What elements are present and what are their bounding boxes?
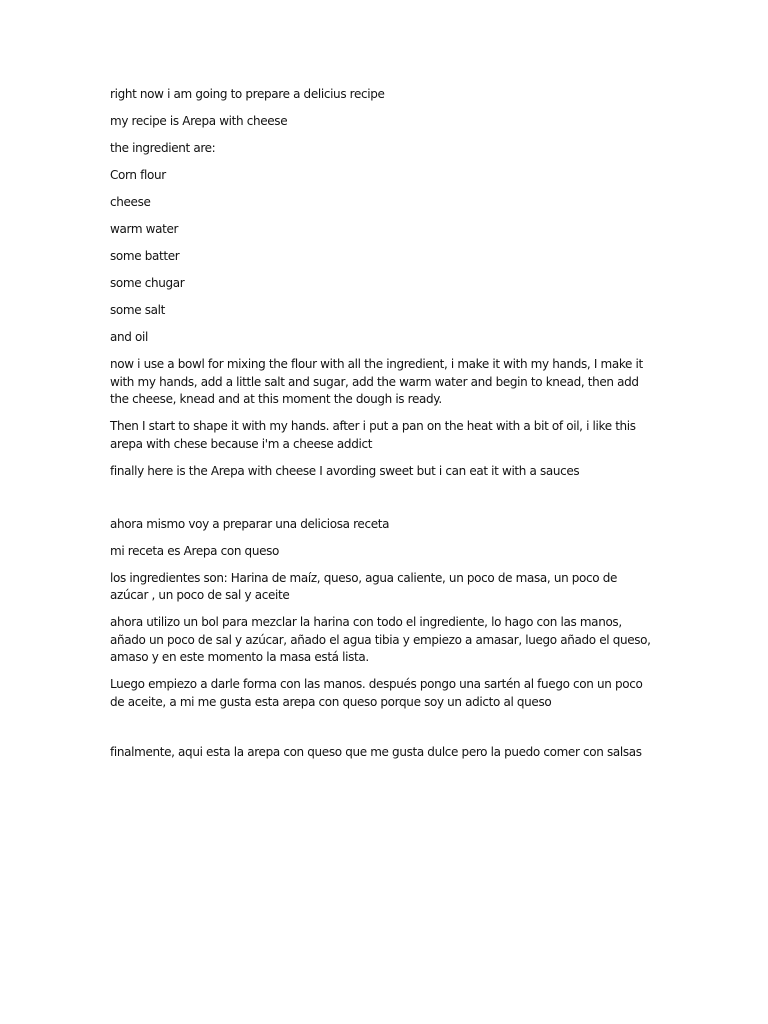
english-closing: finally here is the Arepa with cheese I avording sweet but i can eat it with a sauces bbox=[110, 463, 580, 478]
english-step-mix: now i use a bowl for mixing the flour with all the ingredient, i make it with my hands, I make it with my hands, add a little salt and sugar, add the warm water and begin to knead, then add the cheese, knead and at this moment the dough is ready. bbox=[110, 357, 643, 406]
paragraph-spacer bbox=[110, 721, 658, 744]
ingredient-item: and oil bbox=[110, 330, 148, 344]
ingredient-item: some salt bbox=[110, 303, 165, 317]
spanish-ingredients-line: los ingredientes son: Harina de maíz, queso, agua caliente, un poco de masa, un poco de azúcar , un poco de sal y aceite bbox=[110, 570, 618, 602]
ingredient-item: some chugar bbox=[110, 276, 185, 290]
spanish-step-shape: Luego empiezo a darle forma con las manos. después pongo una sartén al fuego con un poco de aceite, a mi me gusta esta arepa con queso porque soy un adicto al queso bbox=[110, 677, 643, 709]
document-body bbox=[110, 86, 658, 771]
spanish-closing: finalmente, aqui esta la arepa con queso que me gusta dulce pero la puedo comer con salsas bbox=[110, 744, 642, 759]
ingredient-item: cheese bbox=[110, 195, 151, 209]
english-step-shape: Then I start to shape it with my hands. after i put a pan on the heat with a bit of oil, i like this arepa with chese because i'm a cheese addict bbox=[110, 419, 636, 451]
ingredient-item: Corn flour bbox=[110, 168, 166, 182]
english-recipe-name: my recipe is Arepa with cheese bbox=[110, 114, 288, 128]
ingredient-item: warm water bbox=[110, 222, 179, 236]
english-intro: right now i am going to prepare a delicius recipe bbox=[110, 87, 385, 101]
english-ingredients-heading: the ingredient are: bbox=[110, 141, 216, 155]
spanish-intro: ahora mismo voy a preparar una deliciosa receta bbox=[110, 516, 390, 531]
ingredient-item: some batter bbox=[110, 249, 180, 263]
spanish-step-mix: ahora utilizo un bol para mezclar la harina con todo el ingrediente, lo hago con las manos, añado un poco de sal y azúcar, añado el agua tibia y empiezo a amasar, luego añado el queso, amaso y en este momento la masa está lista. bbox=[110, 615, 651, 664]
section-spacer bbox=[110, 490, 658, 516]
spanish-recipe-name: mi receta es Arepa con queso bbox=[110, 543, 279, 558]
